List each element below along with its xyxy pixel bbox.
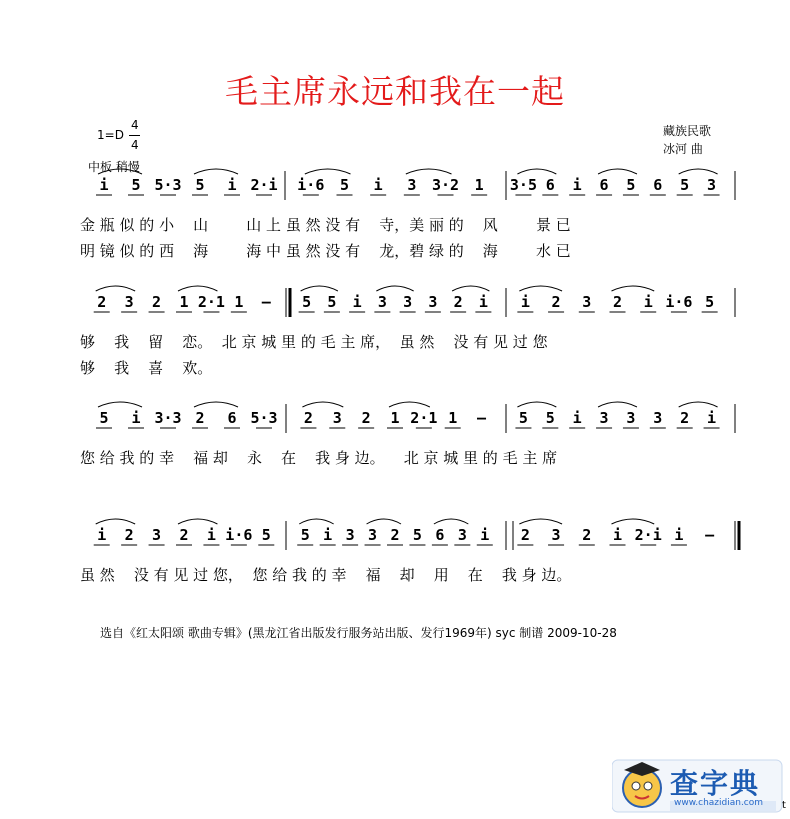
- lyric-line: 够 我 留 恋。 北 京 城 里 的 毛 主 席， 虽 然 没 有 见 过 您: [80, 333, 548, 351]
- note: 3: [653, 409, 663, 427]
- note: 3: [345, 526, 355, 544]
- note: 5: [300, 526, 310, 544]
- note: i: [643, 293, 653, 311]
- note: 3: [377, 293, 387, 311]
- note: i: [323, 526, 333, 544]
- note: –: [261, 293, 271, 311]
- note: 6: [227, 409, 237, 427]
- note: 3·2: [431, 176, 460, 194]
- note: 5: [412, 526, 422, 544]
- slur: [389, 402, 430, 407]
- slur: [299, 519, 333, 524]
- note: i: [373, 176, 383, 194]
- note: 5: [626, 176, 636, 194]
- note: 3: [428, 293, 438, 311]
- slur: [517, 169, 556, 174]
- slur: [98, 169, 142, 174]
- note: 3: [626, 409, 636, 427]
- slur: [434, 519, 468, 524]
- lyric-line: 金 瓶 似 的 小 山 山 上 虽 然 没 有 寺，美 丽 的 风 景 已: [80, 216, 571, 234]
- slur: [194, 169, 238, 174]
- note: 2: [195, 409, 205, 427]
- slur: [612, 519, 655, 524]
- slur: [302, 402, 343, 407]
- note: 3: [582, 293, 592, 311]
- note: i: [572, 409, 582, 427]
- note: 1: [234, 293, 244, 311]
- slur: [376, 286, 413, 291]
- note: 2: [97, 293, 107, 311]
- note: 1: [448, 409, 458, 427]
- note: 2: [680, 409, 690, 427]
- note: i: [352, 293, 362, 311]
- note: 3: [599, 409, 609, 427]
- note: 3: [332, 409, 342, 427]
- lyric-line: 您 给 我 的 幸 福 却 永 在 我 身 边。 北 京 城 里 的 毛 主 席: [80, 449, 558, 467]
- note: 3: [368, 526, 378, 544]
- slur: [178, 286, 217, 291]
- note: i: [227, 176, 237, 194]
- note: i: [99, 176, 109, 194]
- time-signature-bottom: 4: [131, 138, 139, 152]
- note: 5: [131, 176, 141, 194]
- note: 5·3: [250, 409, 278, 427]
- slur: [598, 402, 637, 407]
- note: i: [97, 526, 107, 544]
- note: 5: [680, 176, 690, 194]
- note: 2: [152, 293, 162, 311]
- slur: [98, 402, 142, 407]
- slur: [517, 402, 556, 407]
- note: i: [674, 526, 684, 544]
- note: 5: [261, 526, 271, 544]
- note: 6: [435, 526, 445, 544]
- note: i: [572, 176, 582, 194]
- lyric-line: 明 镜 似 的 西 海 海 中 虽 然 没 有 龙，碧 绿 的 海 水 已: [80, 242, 571, 260]
- note: i: [707, 409, 717, 427]
- note: 2: [361, 409, 371, 427]
- note: i: [612, 526, 623, 544]
- note: 5: [327, 293, 337, 311]
- time-signature-top: 4: [131, 118, 139, 132]
- note: 6: [599, 176, 609, 194]
- note: 3·3: [154, 409, 182, 427]
- note: i·6: [225, 526, 253, 544]
- note: i: [480, 526, 490, 544]
- tempo-marking: 中板 稍慢: [88, 160, 140, 174]
- note: 3·5: [509, 176, 537, 194]
- note: 5: [302, 293, 312, 311]
- origin-label: 藏族民歌: [663, 124, 712, 138]
- slur: [194, 402, 238, 407]
- note: 3: [403, 293, 413, 311]
- note: 2: [303, 409, 313, 427]
- note: 5: [195, 176, 205, 194]
- note: i·6: [665, 293, 693, 311]
- composer-label: 冰河 曲: [663, 142, 703, 156]
- note: i·6: [297, 176, 325, 194]
- note: 3: [152, 526, 162, 544]
- note: 2·1: [197, 293, 225, 311]
- note: 2: [612, 293, 623, 311]
- note: 3: [551, 526, 561, 544]
- note: 2: [124, 526, 134, 544]
- note: 3: [407, 176, 417, 194]
- note: 2: [520, 526, 530, 544]
- slur: [305, 169, 351, 174]
- note: 2·i: [634, 526, 662, 544]
- note: 2: [582, 526, 592, 544]
- slur: [452, 286, 489, 291]
- note: –: [477, 409, 487, 427]
- note: 5·3: [154, 176, 182, 194]
- note: 3: [124, 293, 134, 311]
- slur: [598, 169, 637, 174]
- song-title: 毛主席永远和我在一起: [225, 72, 565, 111]
- note: i: [478, 293, 488, 311]
- slur: [679, 169, 718, 174]
- note: 1: [390, 409, 400, 427]
- source-footer: 选自《红太阳颂 歌曲专辑》(黑龙江省出版发行服务站出版、发行1969年) syc 制谱 2009-10-28: [100, 626, 617, 640]
- key-signature: 1=D: [97, 128, 124, 142]
- note: 2: [453, 293, 463, 311]
- lyric-line: 够 我 喜 欢。: [80, 359, 213, 377]
- note: 2·i: [250, 176, 278, 194]
- slur: [612, 286, 655, 291]
- logo-text: 查字典: [670, 767, 761, 800]
- note: 2: [551, 293, 561, 311]
- note: 6: [545, 176, 555, 194]
- note: i: [520, 293, 530, 311]
- note: 5: [99, 409, 109, 427]
- logo-url: www.chazidian.com: [674, 798, 764, 808]
- note: 3: [457, 526, 467, 544]
- slur: [519, 286, 562, 291]
- slur: [96, 286, 135, 291]
- note: i: [131, 409, 141, 427]
- note: 6: [653, 176, 663, 194]
- lyric-line: 虽 然 没 有 见 过 您， 您 给 我 的 幸 福 却 用 在 我 身 边。: [80, 566, 572, 584]
- slur: [519, 519, 562, 524]
- note: i: [206, 526, 216, 544]
- note: 5: [339, 176, 350, 194]
- slur: [178, 519, 217, 524]
- note: 3: [707, 176, 717, 194]
- note: 5: [518, 409, 528, 427]
- note: –: [705, 526, 715, 544]
- note: 5: [705, 293, 715, 311]
- slur: [406, 169, 452, 174]
- slur: [301, 286, 338, 291]
- logo-tail: t: [782, 800, 786, 811]
- note: 2: [390, 526, 400, 544]
- note: 1: [474, 176, 484, 194]
- note: 2: [179, 526, 189, 544]
- note: 5: [545, 409, 555, 427]
- note: 2·1: [410, 409, 438, 427]
- slur: [96, 519, 135, 524]
- note: 1: [179, 293, 189, 311]
- slur: [367, 519, 401, 524]
- slur: [679, 402, 718, 407]
